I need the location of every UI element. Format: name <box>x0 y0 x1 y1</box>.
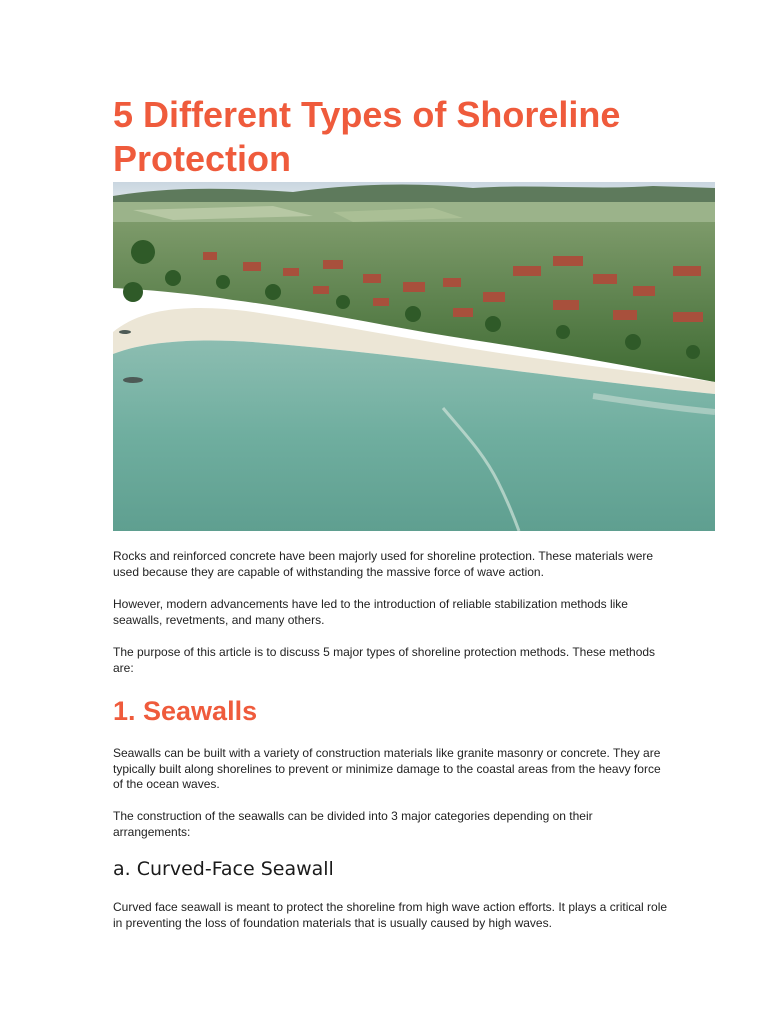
curved-face-paragraph: Curved face seawall is meant to protect the shoreline from high wave action efforts. It plays a critical role in preventing the loss of foundation materials that is usually caused by high waves. <box>113 900 668 930</box>
intro-paragraph-1: Rocks and reinforced concrete have been majorly used for shoreline protection. These materials were used because they are capable of withstanding the massive force of wave action. <box>113 549 654 579</box>
intro-paragraph-2: However, modern advancements have led to the introduction of reliable stabilization methods like seawalls, revetments, and many others. <box>113 597 628 627</box>
section-heading-seawalls: 1. Seawalls <box>113 696 258 726</box>
intro-paragraph-3: The purpose of this article is to discuss 5 major types of shoreline protection methods. These methods are: <box>113 645 656 675</box>
hero-image <box>113 182 715 531</box>
subsection-heading-curved-face-seawall: a. Curved-Face Seawall <box>113 858 334 880</box>
article-title: 5 Different Types of Shoreline Protection <box>113 94 621 179</box>
seawalls-paragraph-2: The construction of the seawalls can be divided into 3 major categories depending on their arrangements: <box>113 809 593 839</box>
seawalls-paragraph-1: Seawalls can be built with a variety of construction materials like granite masonry or concrete. They are typically built along shorelines to prevent or minimize damage to the coastal areas from the heavy force of the ocean waves. <box>113 746 661 791</box>
